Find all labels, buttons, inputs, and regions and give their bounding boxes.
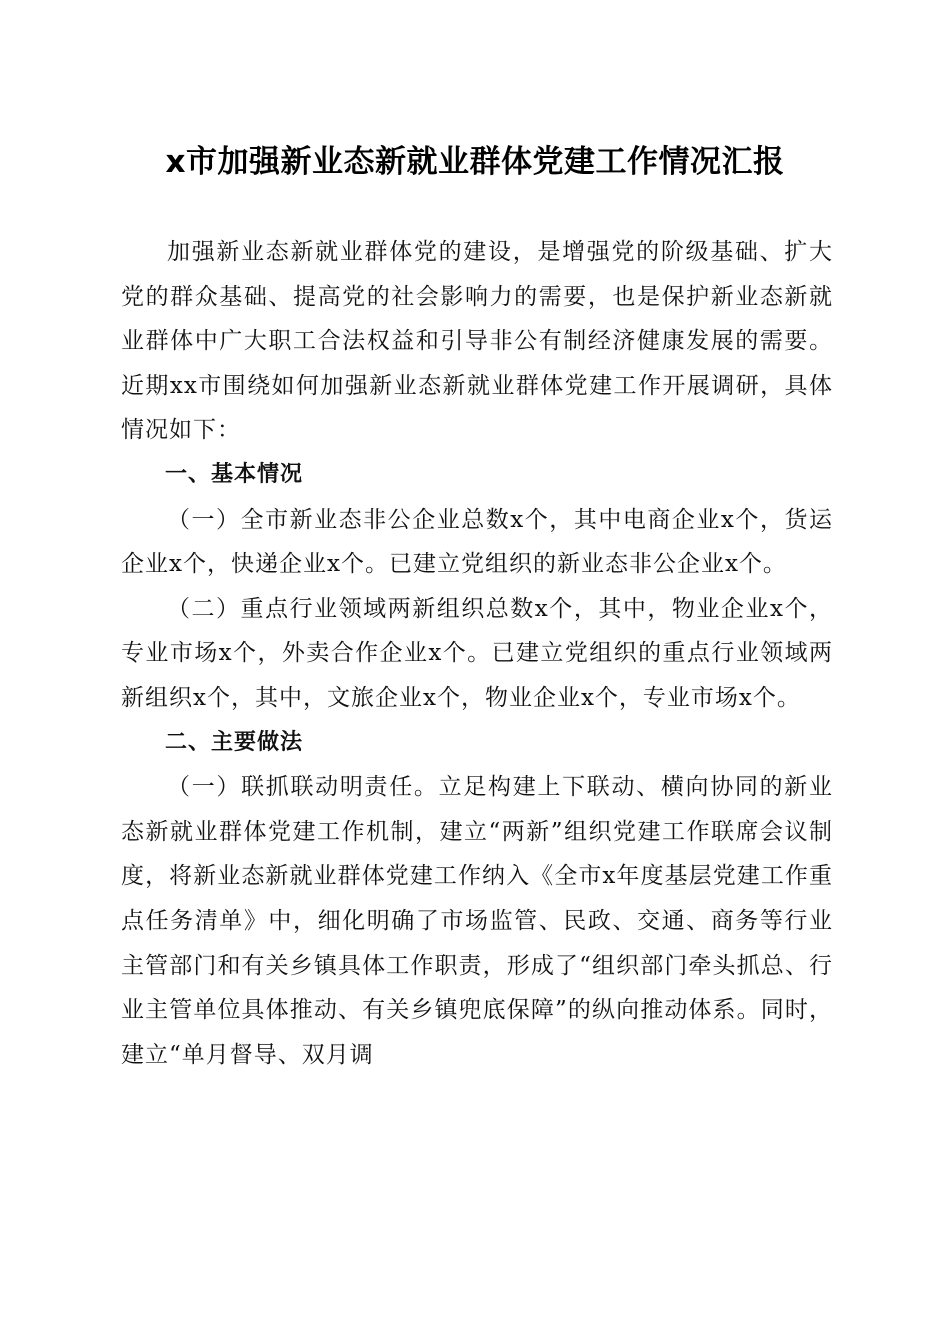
paragraph-basic-2: （二）重点行业领域两新组织总数x个，其中，物业企业x个，专业市场x个，外卖合作企业x个。已建立党组织的重点行业领域两新组织x个，其中，文旅企业x个，物业企业x个，专业市场x个。 — [121, 595, 833, 711]
section-heading-basic-situation: 一、基本情况 — [165, 461, 304, 487]
section-heading-main-practices: 二、主要做法 — [165, 729, 304, 755]
intro-paragraph: 加强新业态新就业群体党的建设，是增强党的阶级基础、扩大党的群众基础、提高党的社会影响力的需要，也是保护新业态新就业群体中广大职工合法权益和引导非公有制经济健康发展的需要。近期xx市围绕如何加强新业态新就业群体党建工作开展调研，具体情况如下： — [121, 239, 833, 444]
document-body — [121, 230, 833, 1077]
paragraph-basic-1: （一）全市新业态非公企业总数x个，其中电商企业x个，货运企业x个，快递企业x个。已建立党组织的新业态非公企业x个。 — [121, 506, 833, 578]
paragraph-practice-1: （一）联抓联动明责任。立足构建上下联动、横向协同的新业态新就业群体党建工作机制，建立“两新”组织党建工作联席会议制度，将新业态新就业群体党建工作纳入《全市x年度基层党建工作重点任务清单》中，细化明确了市场监管、民政、交通、商务等行业主管部门和有关乡镇具体工作职责，形成了“组织部门牵头抓总、行业主管单位具体推动、有关乡镇兜底保障”的纵向推动体系。同时，建立“单月督导、双月调 — [121, 774, 833, 1068]
document-title: x市加强新业态新就业群体党建工作情况汇报 — [165, 144, 785, 180]
